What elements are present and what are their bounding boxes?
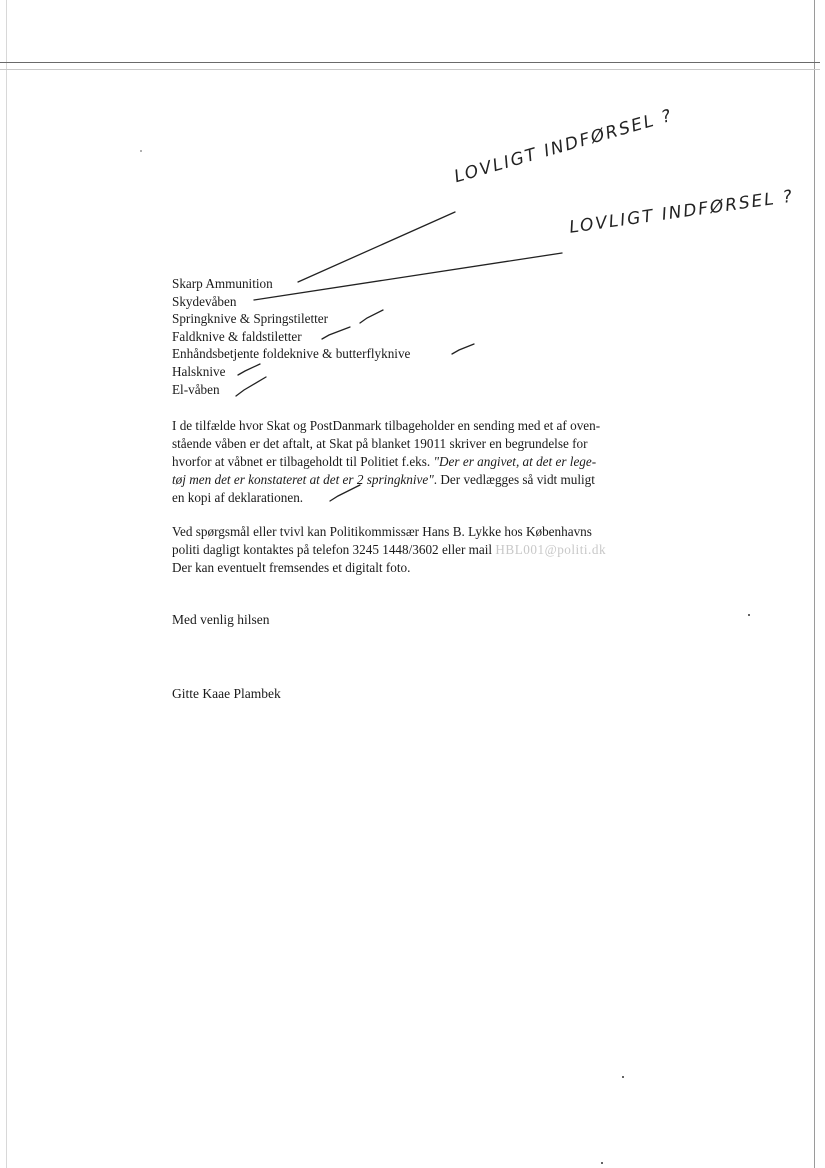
list-item: Halsknive [172,363,226,379]
list-item: Enhåndsbetjente foldeknive & butterflyknive [172,346,411,362]
list-item: Faldknive & faldstiletter [172,328,302,344]
closing-greeting: Med venlig hilsen [172,612,270,627]
paragraph-line: Der kan eventuelt fremsendes et digitalt foto. [172,560,411,575]
scan-speck [140,150,142,152]
example-quote: tøj men det er konstateret at det er 2 springknive" [172,472,434,487]
paragraph-line: Ved spørgsmål eller tvivl kan Politikommissær Hans B. Lykke hos Københavns [172,524,592,539]
list-item: El-våben [172,381,220,397]
list-item: Skarp Ammunition [172,276,273,291]
check-mark-icon [236,377,266,396]
signature-name: Gitte Kaae Plambek [172,686,281,701]
handwritten-annotation-1: LOVLIGT INDFØRSEL ? [452,105,676,188]
check-mark-icon [330,485,360,501]
redacted-email: HBL001@politi.dk [495,542,607,557]
paragraph-text: politi dagligt kontaktes på telefon 3245 1448/3602 eller mail [172,542,496,557]
handwritten-annotation-2: LOVLIGT INDFØRSEL ? [568,186,796,238]
example-quote: "Der er angivet, at det er lege- [433,454,597,469]
check-mark-icon [322,327,350,339]
paragraph-text: hvorfor at våbnet er tilbageholdt til Politiet f.eks. [172,454,434,469]
paragraph-line: I de tilfælde hvor Skat og PostDanmark tilbageholder en sending med et af oven- [172,418,601,433]
check-mark-icon [452,344,474,354]
paragraph-text: . Der vedlægges så vidt muligt [433,472,595,487]
list-item: Springknive & Springstiletter [172,311,329,327]
check-mark-icon [238,364,260,375]
scan-speck [748,614,750,616]
paragraph-line: en kopi af deklarationen. [172,490,304,505]
list-item: Skydevåben [172,293,237,309]
scan-speck [601,1162,603,1164]
annotation-pointer-line [254,253,562,300]
paragraph-line: stående våben er det aftalt, at Skat på blanket 19011 skriver en begrundelse for [172,436,588,451]
annotation-pointer-line [298,212,455,282]
scan-speck [622,1076,624,1078]
check-mark-icon [360,310,383,323]
